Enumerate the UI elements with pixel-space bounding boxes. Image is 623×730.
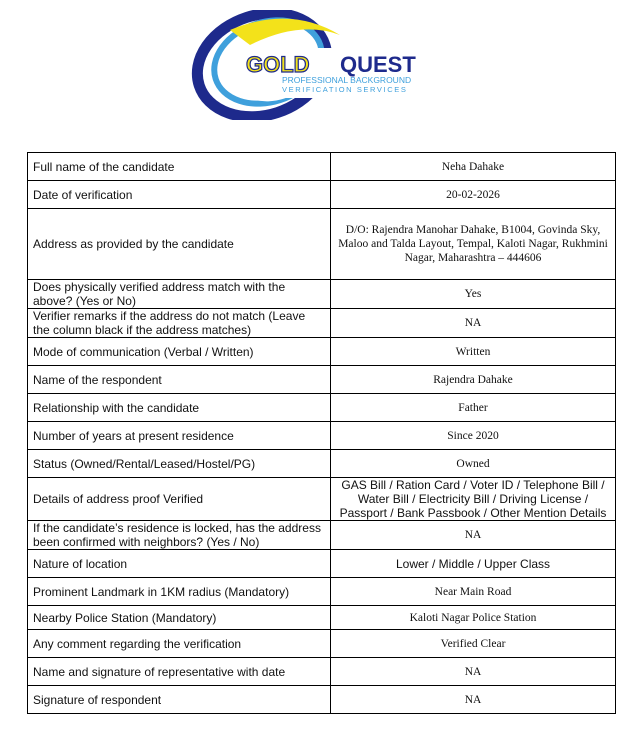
row-value: 20-02-2026 bbox=[331, 181, 616, 209]
table-row bbox=[28, 550, 616, 578]
table-row bbox=[28, 578, 616, 606]
row-label: Full name of the candidate bbox=[28, 153, 331, 181]
table-row bbox=[28, 478, 616, 521]
row-value: Owned bbox=[331, 450, 616, 478]
row-label: Verifier remarks if the address do not match (Leave the column black if the address matches) bbox=[28, 309, 331, 338]
table-row bbox=[28, 686, 616, 714]
row-label: Relationship with the candidate bbox=[28, 394, 331, 422]
table-row bbox=[28, 280, 616, 309]
row-value: NA bbox=[331, 658, 616, 686]
verification-table bbox=[27, 152, 616, 714]
row-label: Details of address proof Verified bbox=[28, 478, 331, 521]
row-value: Father bbox=[331, 394, 616, 422]
row-label: Status (Owned/Rental/Leased/Hostel/PG) bbox=[28, 450, 331, 478]
row-label: Does physically verified address match with the above? (Yes or No) bbox=[28, 280, 331, 309]
row-value: NA bbox=[331, 686, 616, 714]
row-value: Lower / Middle / Upper Class bbox=[331, 550, 616, 578]
row-value: Kaloti Nagar Police Station bbox=[331, 606, 616, 630]
row-value: Verified Clear bbox=[331, 630, 616, 658]
logo-brand-right: QUEST bbox=[340, 52, 416, 77]
logo-tagline-1: PROFESSIONAL BACKGROUND bbox=[282, 75, 412, 85]
row-value: Rajendra Dahake bbox=[331, 366, 616, 394]
row-value: NA bbox=[331, 521, 616, 550]
row-label: Name of the respondent bbox=[28, 366, 331, 394]
row-value: NA bbox=[331, 309, 616, 338]
logo-tagline-2: VERIFICATION SERVICES bbox=[282, 85, 408, 94]
table-row bbox=[28, 630, 616, 658]
row-label: Date of verification bbox=[28, 181, 331, 209]
row-value: Since 2020 bbox=[331, 422, 616, 450]
table-row bbox=[28, 606, 616, 630]
logo-graphic bbox=[190, 10, 450, 120]
row-value: GAS Bill / Ration Card / Voter ID / Telephone Bill / Water Bill / Electricity Bill / Driving License / Passport / Bank Passbook / Other Mention Details bbox=[331, 478, 616, 521]
row-label: Number of years at present residence bbox=[28, 422, 331, 450]
row-label: If the candidate’s residence is locked, has the address been confirmed with neighbors? (Yes / No) bbox=[28, 521, 331, 550]
table-row bbox=[28, 309, 616, 338]
table-row bbox=[28, 422, 616, 450]
row-value: D/O: Rajendra Manohar Dahake, B1004, Govinda Sky, Maloo and Talda Layout, Tempal, Kaloti Nagar, Rukhmini Nagar, Maharashtra – 444606 bbox=[331, 209, 616, 280]
table-row bbox=[28, 366, 616, 394]
table-row bbox=[28, 394, 616, 422]
row-label: Name and signature of representative with date bbox=[28, 658, 331, 686]
row-label: Nearby Police Station (Mandatory) bbox=[28, 606, 331, 630]
row-value: Near Main Road bbox=[331, 578, 616, 606]
table-row bbox=[28, 521, 616, 550]
table-row bbox=[28, 658, 616, 686]
row-label: Signature of respondent bbox=[28, 686, 331, 714]
row-label: Nature of location bbox=[28, 550, 331, 578]
row-value: Written bbox=[331, 338, 616, 366]
row-label: Prominent Landmark in 1KM radius (Mandatory) bbox=[28, 578, 331, 606]
table-row bbox=[28, 209, 616, 280]
row-label: Address as provided by the candidate bbox=[28, 209, 331, 280]
row-label: Any comment regarding the verification bbox=[28, 630, 331, 658]
table-row bbox=[28, 450, 616, 478]
table-row bbox=[28, 153, 616, 181]
table-row bbox=[28, 338, 616, 366]
row-value: Yes bbox=[331, 280, 616, 309]
table-row bbox=[28, 181, 616, 209]
goldquest-logo bbox=[190, 10, 450, 120]
row-value: Neha Dahake bbox=[331, 153, 616, 181]
logo-brand-left: GOLD bbox=[246, 52, 310, 77]
row-label: Mode of communication (Verbal / Written) bbox=[28, 338, 331, 366]
